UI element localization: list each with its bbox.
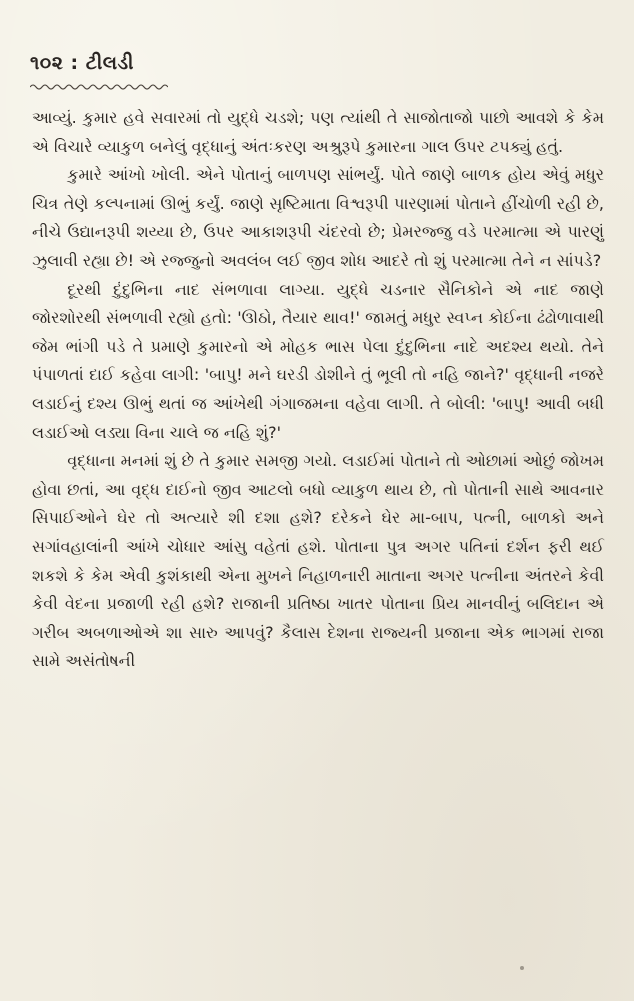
header-separator: :	[70, 52, 79, 74]
header-wavy-rule	[30, 82, 168, 92]
page-header	[30, 52, 134, 74]
paper-speck	[520, 966, 524, 970]
body-text	[32, 104, 604, 676]
page-number: ૧૦૨	[30, 52, 64, 74]
chapter-title: ટીલડી	[85, 52, 134, 74]
paragraph: કુમારે આંખો ખોલી. એને પોતાનું બાળપણ સાંભર્યું. પોતે જાણે બાળક હોય એવું મધુર ચિત્ર તેણે કલ્પનામાં ઊભું કર્યું. જાણે સૃષ્ટિમાતા વિશ્વરૂપી પારણામાં પોતાને હીંચોળી રહી છે, નીચે ઉદ્યાનરૂપી શય્યા છે, ઉપર આકાશરૂપી ચંદરવો છે; પ્રેમરજ્જુ વડે પરમાત્મા એ પારણું ઝુલાવી રહ્યા છે! એ રજ્જુનો અવલંબ લઈ જીવ શોધ આદરે તો શું પરમાત્મા તેને ન સાંપડે?	[32, 165, 604, 270]
paragraph: આવ્યું. કુમાર હવે સવારમાં તો યુદ્ધે ચડશે; પણ ત્યાંથી તે સાજોતાજો પાછો આવશે કે કેમ એ વિચારે વ્યાકુળ બનેલું વૃદ્ધાનું અંતઃકરણ અશ્રુરૂપે કુમારના ગાલ ઉપર ટપક્યું હતું.	[32, 108, 604, 156]
paragraph: વૃદ્ધાના મનમાં શું છે તે કુમાર સમજી ગયો. લડાઈમાં પોતાને તો ઓછામાં ઓછું જોખમ હોવા છતાં, આ વૃદ્ધ દાઈનો જીવ આટલો બધો વ્યાકુળ થાય છે, તો પોતાની સાથે આવનાર સિપાઈઓને ઘેર તો અત્યારે શી દશા હશે? દરેકને ઘેર મા-બાપ, પત્ની, બાળકો અને સગાંવહાલાંની આંખે ચોધાર આંસુ વહેતાં હશે. પોતાના પુત્ર અગર પતિનાં દર્શન ફરી થઈ શકશે કે કેમ એવી કુશંકાથી એના મુખને નિહાળનારી માતાના અગર પત્નીના અંતરને કેવી કેવી વેદના પ્રજાળી રહી હશે? રાજાની પ્રતિષ્ઠા ખાતર પોતાના પ્રિય માનવીનું બલિદાન એ ગરીબ અબળાઓએ શા સારુ આપવું? કૈલાસ દેશના રાજ્યની પ્રજાના એક ભાગમાં રાજા સામે અસંતોષની	[32, 451, 604, 671]
paragraph: દૂરથી દુંદુભિના નાદ સંભળાવા લાગ્યા. યુદ્ધે ચડનાર સૈનિકોને એ નાદ જાણે જોરશોરથી સંભળાવી રહ્યો હતો: 'ઊઠો, તૈયાર થાવ!' જામતું મધુર સ્વપ્ન કોઈના ઢંઢોળાવાથી જેમ ભાંગી પડે તે પ્રમાણે કુમારનો એ મોહક ભાસ પેલા દુંદુભિના નાદે અદશ્ય થયો. તેને પંપાળતાં દાઈ કહેવા લાગી: 'બાપુ! મને ઘરડી ડોશીને તું ભૂલી તો નહિ જાને?' વૃદ્ધાની નજરે લડાઈનું દશ્ય ઊભું થતાં જ આંખેથી ગંગાજમના વહેવા લાગી. તે બોલી: 'બાપુ! આવી બધી લડાઈઓ લડ્યા વિના ચાલે જ નહિ શું?'	[32, 279, 604, 442]
